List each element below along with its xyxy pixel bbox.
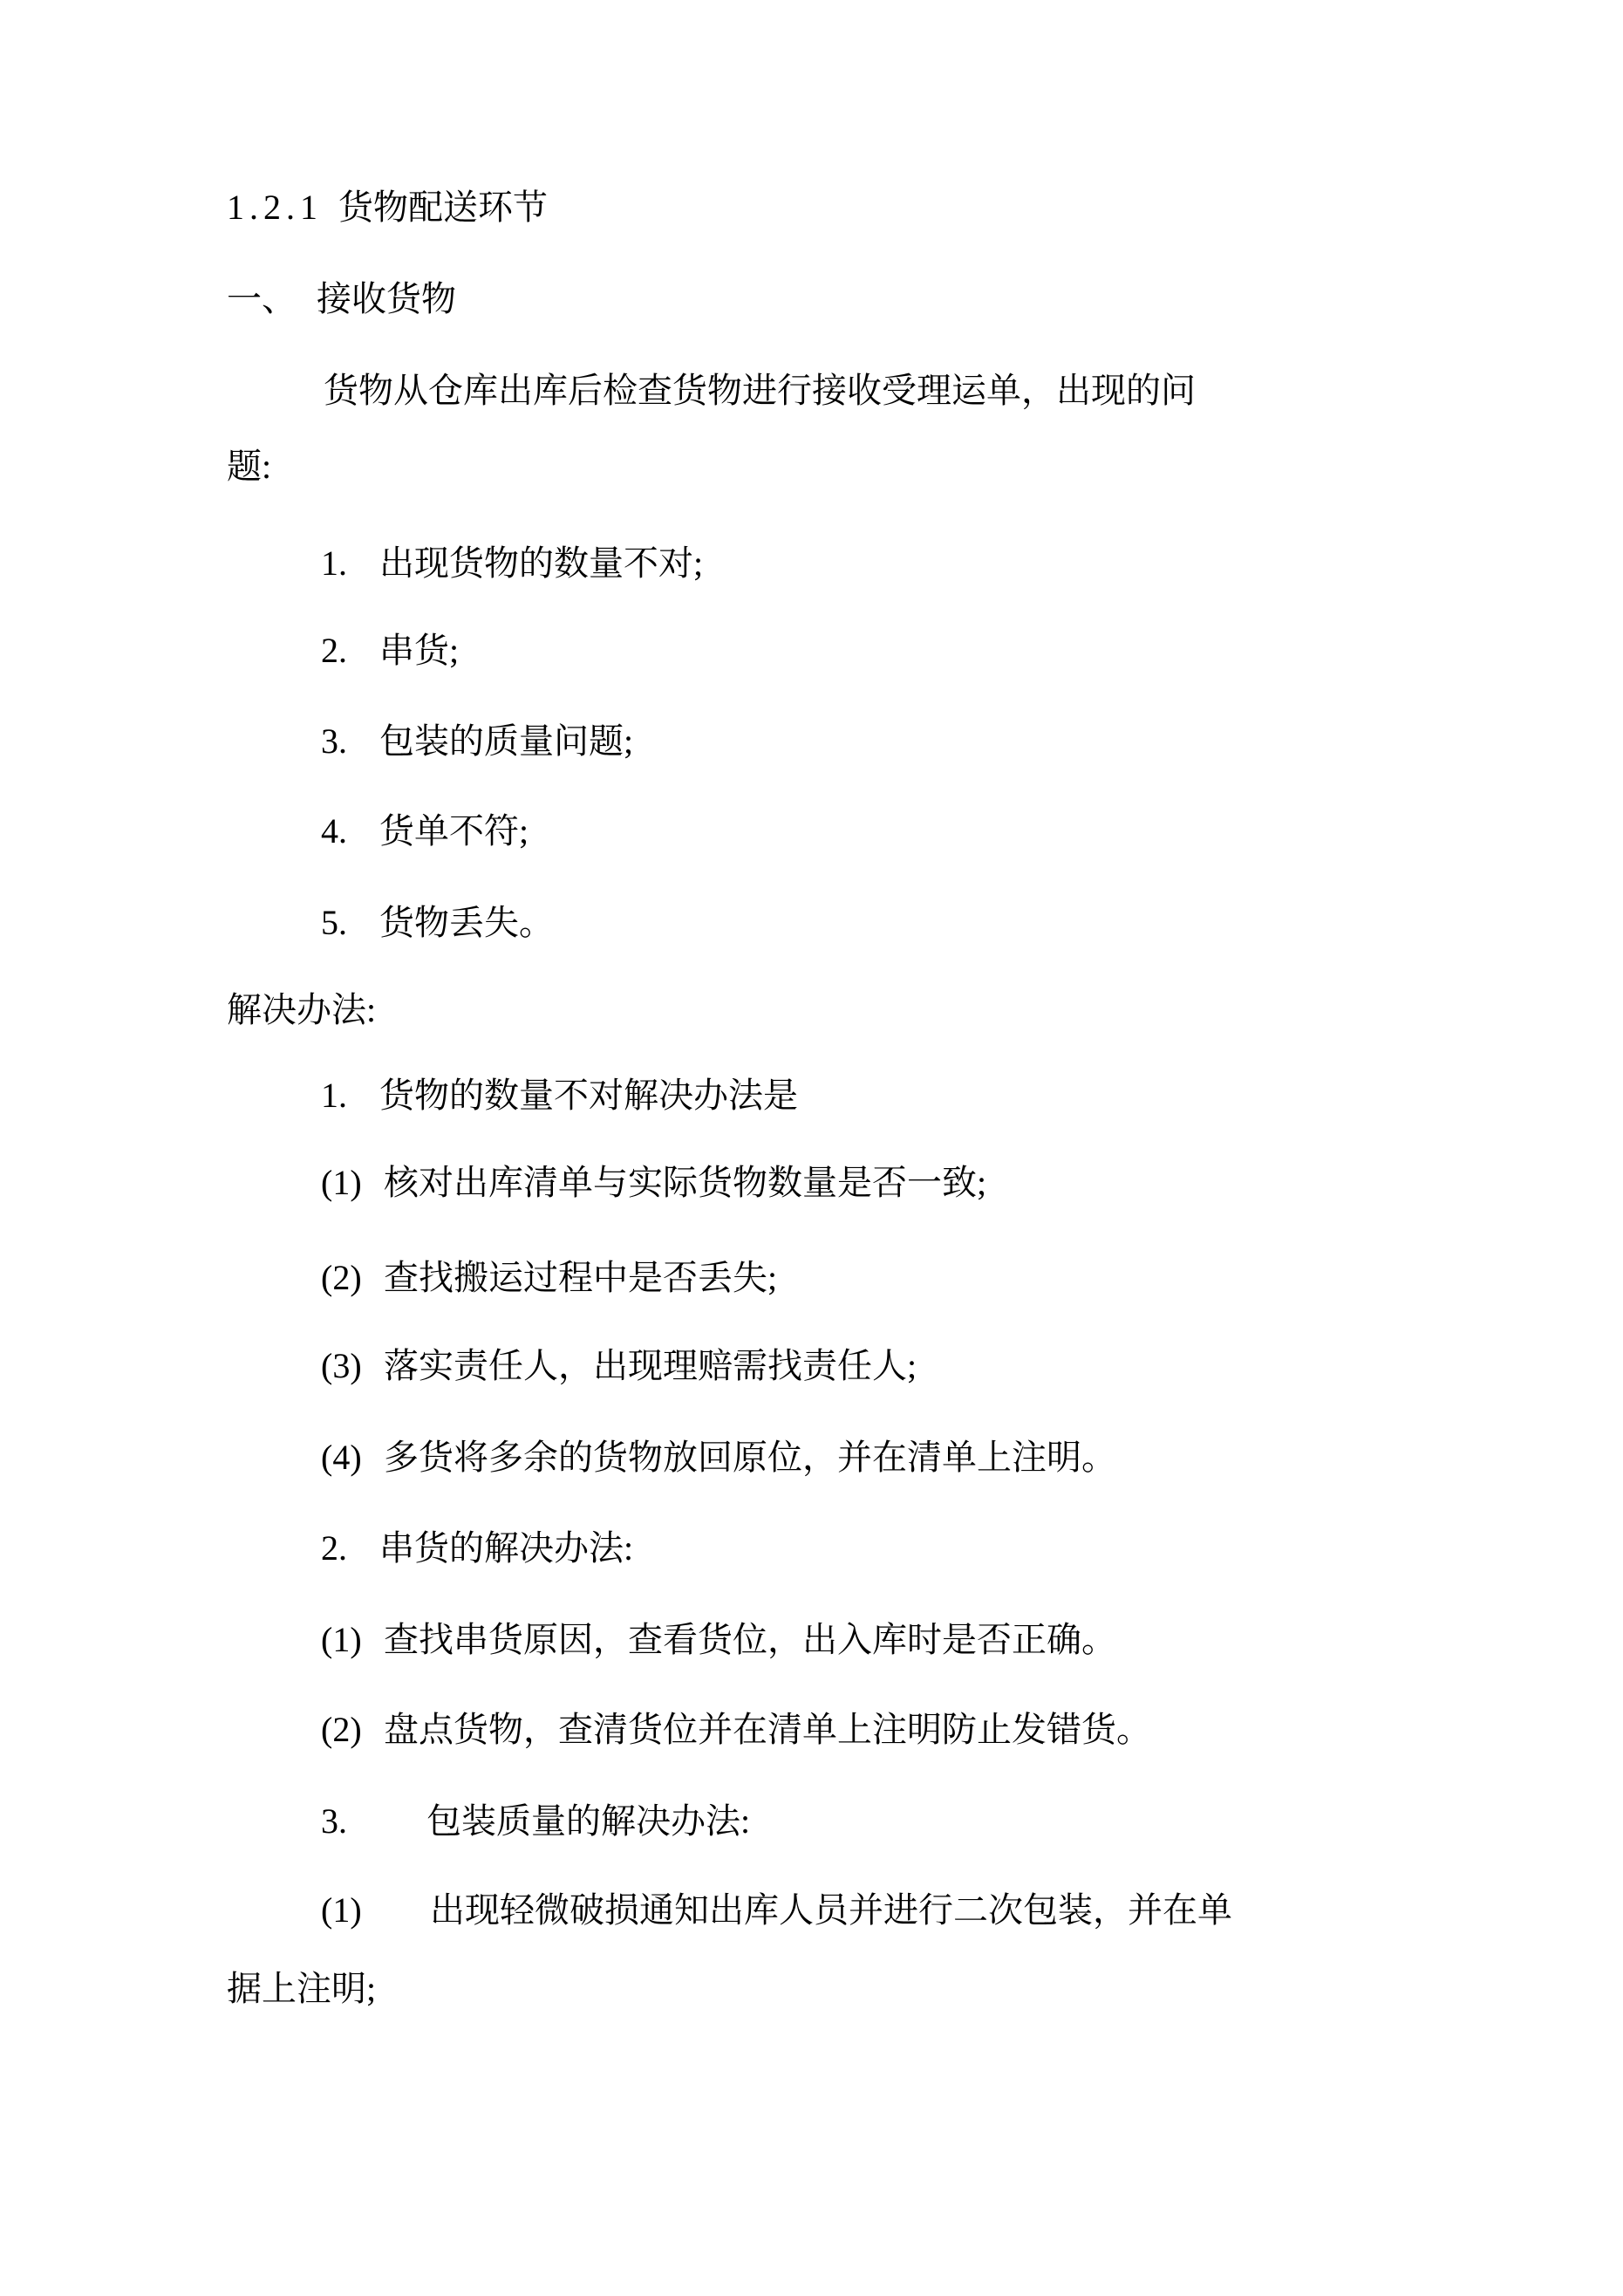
solution-1-step-3 (321, 1348, 917, 1384)
solution-1-step-3-number: (3) (321, 1346, 362, 1385)
solution-1-step-2-number: (2) (321, 1258, 362, 1297)
solution-item-3 (321, 1803, 750, 1840)
subsection-number: 一、 (227, 279, 297, 318)
solution-item-1-text: 货物的数量不对解决办法是 (379, 1076, 798, 1115)
problem-item-1 (321, 545, 703, 582)
subsection-heading-text: 接收货物 (317, 279, 456, 318)
solution-1-step-1-text: 核对出库清单与实际货物数量是否一致; (384, 1163, 987, 1202)
solution-2-step-1 (321, 1622, 1116, 1658)
problem-item-5-number: 5. (321, 903, 347, 942)
subsection-heading (227, 281, 456, 318)
problem-item-4 (321, 813, 528, 850)
problem-item-4-number: 4. (321, 811, 347, 851)
solution-item-3-text: 包装质量的解决办法: (426, 1801, 751, 1841)
solution-item-2-text: 串货的解决办法: (379, 1528, 634, 1568)
intro-paragraph-line-1: 货物从仓库出库后检查货物进行接收受理运单，出现的问 (324, 371, 1196, 410)
solution-1-step-1-number: (1) (321, 1163, 362, 1202)
solution-2-step-1-text: 查找串货原因，查看货位，出入库时是否正确。 (384, 1620, 1116, 1659)
intro-paragraph-line-2: 题: (227, 447, 272, 486)
solution-1-step-4 (321, 1439, 1116, 1476)
solution-3-step-1-line-1 (321, 1892, 1232, 1929)
solution-2-step-2 (321, 1712, 1151, 1748)
solution-item-2 (321, 1530, 633, 1567)
solution-2-step-2-number: (2) (321, 1710, 362, 1749)
solutions-heading: 解决办法: (227, 990, 377, 1029)
solution-3-step-1-line-2: 据上注明; (227, 1969, 377, 2008)
problem-item-1-number: 1. (321, 543, 347, 583)
problem-item-3 (321, 723, 633, 760)
problem-item-3-text: 包装的质量问题; (379, 721, 634, 761)
solution-1-step-4-number: (4) (321, 1438, 362, 1477)
solution-3-step-1-text: 出现轻微破损通知出库人员并进行二次包装，并在单 (430, 1890, 1232, 1930)
section-title-text: 货物配送环节 (338, 188, 548, 227)
solution-1-step-2-text: 查找搬运过程中是否丢失; (384, 1258, 778, 1297)
solution-item-3-number: 3. (321, 1801, 347, 1841)
solution-2-step-1-number: (1) (321, 1620, 362, 1659)
problem-item-5 (321, 905, 554, 941)
problem-item-1-text: 出现货物的数量不对; (379, 543, 704, 583)
problem-item-2-number: 2. (321, 631, 347, 670)
solution-item-1 (321, 1077, 798, 1114)
solution-2-step-2-text: 盘点货物，查清货位并在清单上注明防止发错货。 (384, 1710, 1151, 1749)
section-number: 1.2.1 (227, 188, 323, 227)
solution-3-step-1-number: (1) (321, 1890, 362, 1930)
problem-item-2 (321, 632, 459, 669)
solution-1-step-3-text: 落实责任人，出现理赔需找责任人; (384, 1346, 917, 1385)
solution-1-step-2 (321, 1260, 777, 1296)
section-title (227, 189, 548, 226)
problem-item-5-text: 货物丢失。 (379, 903, 554, 942)
solution-item-1-number: 1. (321, 1076, 347, 1115)
solution-item-2-number: 2. (321, 1528, 347, 1568)
problem-item-2-text: 串货; (379, 631, 460, 670)
solution-1-step-1 (321, 1165, 986, 1201)
problem-item-4-text: 货单不符; (379, 811, 529, 851)
problem-item-3-number: 3. (321, 721, 347, 761)
solution-1-step-4-text: 多货将多余的货物放回原位，并在清单上注明。 (384, 1438, 1116, 1477)
